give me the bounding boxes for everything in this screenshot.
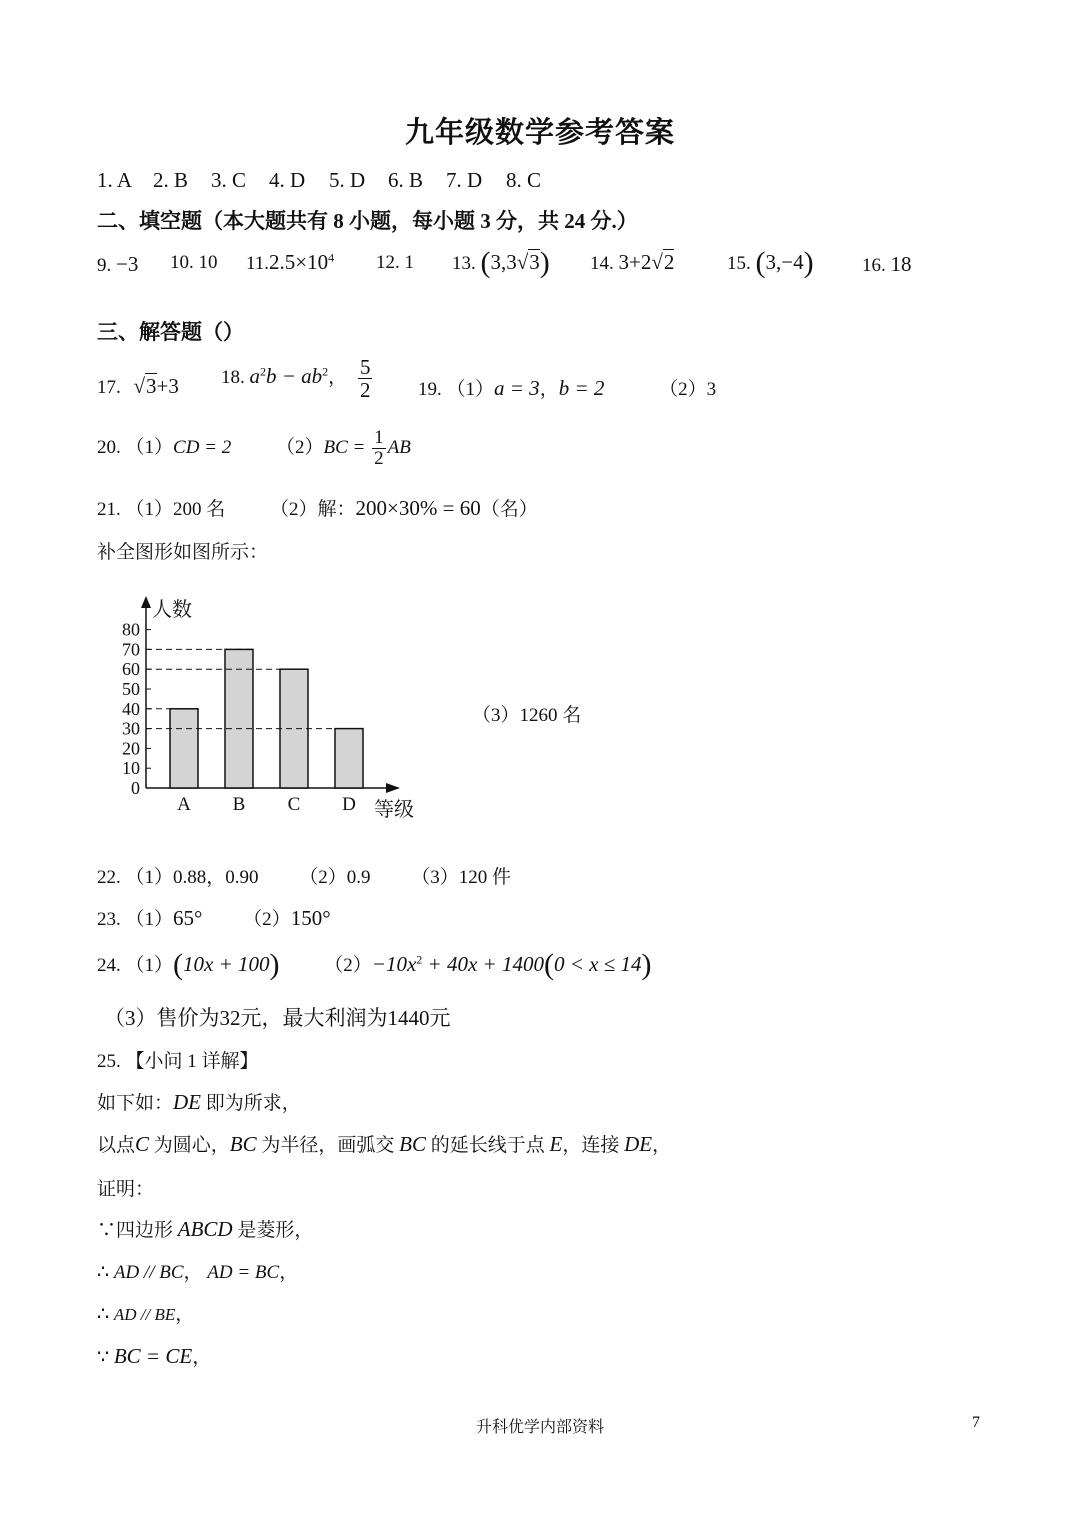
- answer-value: 3+2: [618, 250, 652, 274]
- y-axis-label: 人数: [152, 599, 192, 621]
- page-footer: 升科优学内部资料: [475, 1419, 604, 1436]
- proof-line: [97, 1088, 301, 1115]
- answer-value: −3: [116, 252, 139, 276]
- x-tick-label: D: [342, 794, 356, 815]
- math: BC = CE: [113, 1344, 193, 1368]
- text: 即为所求，: [201, 1093, 301, 1114]
- bar: [225, 649, 253, 788]
- answer-tail: +3: [156, 374, 179, 398]
- expression: 10x + 100: [183, 952, 270, 976]
- text: ，连接: [562, 1135, 625, 1156]
- math: DE: [173, 1090, 202, 1114]
- question-number: 16.: [862, 255, 886, 276]
- radicand: 2: [663, 250, 675, 274]
- page-number: 7: [972, 1414, 980, 1431]
- text: ，: [183, 1262, 208, 1283]
- y-tick-label: 60: [122, 659, 140, 680]
- text: ，: [652, 1135, 672, 1156]
- part-label: （1）: [125, 436, 174, 458]
- q21-note: 补全图形如图所示：: [97, 542, 269, 563]
- answer-value: 18: [890, 252, 912, 276]
- paren-close: ): [641, 948, 652, 981]
- x-tick-label: C: [287, 794, 301, 815]
- text: ∵四边形: [97, 1220, 178, 1241]
- x-axis-label: 等级: [374, 799, 414, 821]
- text: ∵: [97, 1347, 114, 1368]
- paren-close: ): [803, 246, 814, 279]
- paren-open: (: [543, 948, 554, 981]
- math: DE: [624, 1132, 653, 1156]
- text: 以点: [97, 1135, 136, 1156]
- question-number: 10.: [170, 252, 194, 273]
- domain-condition: 0 < x ≤ 14: [553, 952, 642, 976]
- paren-open: (: [755, 246, 766, 279]
- math: AD // BC: [113, 1262, 184, 1283]
- fill-answer: [376, 252, 414, 274]
- fraction-denominator: 2: [359, 378, 371, 403]
- text: 为圆心，: [149, 1135, 230, 1156]
- mc-answer: 3. C: [211, 168, 247, 192]
- part-label: （1）: [125, 909, 174, 930]
- fill-answer: [170, 252, 218, 274]
- sqrt-sign: √: [133, 374, 146, 398]
- math: AD = BC: [207, 1262, 280, 1283]
- math: BC: [399, 1132, 426, 1156]
- calculation: 200×30% = 60: [355, 496, 481, 520]
- proof-line: [97, 1174, 154, 1201]
- x-axis-arrow: [386, 783, 400, 793]
- mc-answer: 4. D: [269, 168, 306, 192]
- fill-answer: [452, 246, 550, 280]
- proof-line: [97, 1130, 671, 1157]
- question-number: 15.: [727, 253, 751, 274]
- math: C: [135, 1132, 150, 1156]
- bar: [335, 729, 363, 788]
- mc-answer: 7. D: [446, 168, 483, 192]
- part-answer: （2）0.9: [299, 867, 371, 888]
- question-number: 14.: [590, 253, 614, 274]
- y-tick-label: 70: [122, 639, 140, 660]
- fill-answer: [97, 252, 138, 277]
- answer-heading: 三、解答题（）: [97, 320, 244, 344]
- exponent: 2: [260, 364, 266, 379]
- q25-heading: [97, 1046, 259, 1073]
- q24-part3: （3）售价为32元，最大利润为1440元: [104, 1006, 451, 1030]
- sqrt-sign: √: [651, 250, 663, 274]
- page-title: 九年级数学参考答案: [404, 117, 675, 149]
- y-tick-label: 0: [131, 778, 140, 798]
- expr-a: a: [249, 363, 260, 388]
- q20-answer: [97, 428, 411, 469]
- q19-answer: [418, 374, 716, 401]
- question-number: 24.: [97, 955, 121, 976]
- proof-line: [97, 1257, 298, 1284]
- b-value: b = 2: [558, 376, 605, 400]
- bar-chart: [110, 590, 430, 830]
- text: 如下如：: [97, 1093, 174, 1114]
- y-tick-label: 40: [122, 698, 140, 719]
- question-number: 18.: [221, 366, 245, 388]
- bar: [170, 709, 198, 788]
- proof-line: [97, 1215, 313, 1242]
- radicand: 3: [146, 374, 157, 398]
- mc-answer: 8. C: [506, 168, 542, 192]
- q21-part3: （3）1260 名: [472, 705, 582, 726]
- answer-value: 3,−4: [765, 250, 804, 274]
- section-tag: 【小问 1 详解】: [125, 1051, 259, 1072]
- y-tick-label: 50: [122, 679, 140, 699]
- sqrt-sign: √: [516, 250, 529, 274]
- fill-answer: [590, 250, 674, 275]
- expr-b: b − ab: [266, 363, 323, 388]
- question-number: 19.: [418, 379, 442, 400]
- mc-answer: 6. B: [388, 168, 424, 192]
- text: 的延长线于点: [426, 1135, 550, 1156]
- x-tick-label: A: [177, 794, 191, 815]
- q17-answer: [97, 374, 179, 399]
- exponent: 4: [328, 250, 335, 265]
- bar: [280, 669, 308, 788]
- part-answer: （2）3: [659, 379, 717, 400]
- cd-value: CD = 2: [173, 436, 232, 458]
- bc-label: BC =: [323, 436, 366, 458]
- mc-answer: 1. A: [97, 168, 133, 192]
- text: ，: [192, 1347, 212, 1368]
- question-number: 13.: [452, 253, 476, 274]
- fill-answer: [862, 252, 912, 277]
- question-number: 22.: [97, 867, 121, 888]
- paren-open: (: [480, 246, 491, 279]
- q22-answer: [97, 862, 511, 889]
- fraction-denominator: 2: [374, 447, 384, 469]
- y-axis-arrow: [141, 596, 151, 608]
- fill-answer: [246, 250, 334, 275]
- q18-answer: [221, 356, 374, 401]
- expression: + 40x + 1400: [422, 952, 544, 976]
- q24-answer: [97, 948, 651, 982]
- mc-answer: 5. D: [329, 168, 366, 192]
- question-number: 25.: [97, 1051, 121, 1072]
- question-number: 20.: [97, 436, 121, 458]
- y-tick-label: 80: [122, 619, 140, 640]
- unit: （名）: [480, 499, 538, 520]
- fill-answer: [727, 246, 814, 280]
- expression: −10x: [371, 952, 417, 976]
- fraction: [358, 356, 373, 401]
- exponent: 2: [322, 364, 329, 379]
- fill-heading: 二、填空题（本大题共有 8 小题，每小题 3 分，共 24 分.）: [97, 209, 638, 233]
- x-tick-label: B: [232, 794, 246, 815]
- q21-answer: [97, 494, 538, 521]
- math: E: [549, 1132, 563, 1156]
- math: AD // BE: [113, 1305, 176, 1324]
- text: 证明：: [97, 1179, 155, 1200]
- text: 是菱形，: [232, 1220, 314, 1241]
- question-number: 9.: [97, 255, 112, 276]
- q23-answer: [97, 904, 331, 931]
- part-label: （1）: [125, 955, 174, 976]
- separator: ，: [539, 379, 559, 400]
- mc-answer: 2. B: [153, 168, 189, 192]
- text: ，: [175, 1304, 195, 1325]
- fraction: [372, 428, 386, 469]
- part-answer: （1）0.88，0.90: [125, 867, 259, 888]
- text: 为半径，画弧交: [256, 1135, 400, 1156]
- math: ABCD: [177, 1217, 233, 1241]
- part-label: （2）: [243, 909, 291, 930]
- answer-value: 3,3: [490, 250, 517, 274]
- paren-open: (: [173, 948, 184, 981]
- answer-value: 1: [404, 252, 414, 273]
- exponent: 2: [416, 952, 423, 967]
- fraction-numerator: 1: [374, 427, 384, 448]
- text: ∴: [97, 1304, 114, 1325]
- question-number: 17.: [97, 377, 121, 398]
- y-tick-label: 20: [122, 738, 140, 759]
- part-label: （2）解：: [270, 499, 356, 520]
- question-number: 12.: [376, 252, 400, 273]
- y-tick-label: 30: [122, 718, 140, 739]
- part-answer: （3）120 件: [411, 867, 512, 888]
- angle-value: 150°: [290, 906, 331, 930]
- answer-value: 10: [198, 252, 218, 273]
- text: ，: [279, 1262, 299, 1283]
- proof-line: [97, 1299, 194, 1326]
- paren-close: ): [539, 246, 550, 279]
- part-label: （2）: [275, 436, 324, 458]
- ab-label: AB: [387, 436, 411, 458]
- part-label: （2）: [324, 955, 372, 976]
- fraction-numerator: 5: [359, 355, 371, 379]
- question-number: 11.: [246, 253, 270, 274]
- answer-value: 2.5×10: [269, 250, 329, 274]
- paren-close: ): [269, 948, 280, 981]
- part-label: （1）: [446, 379, 495, 400]
- y-tick-label: 10: [122, 758, 140, 779]
- a-value: a = 3: [494, 376, 540, 400]
- proof-line: [97, 1342, 211, 1369]
- radicand: 3: [529, 250, 540, 274]
- separator: ，: [328, 366, 348, 388]
- question-number: 21.: [97, 499, 121, 520]
- question-number: 23.: [97, 909, 121, 930]
- text: ∴: [97, 1262, 114, 1283]
- math: BC: [229, 1132, 257, 1156]
- part-answer: （1）200 名: [125, 499, 226, 520]
- angle-value: 65°: [173, 906, 203, 930]
